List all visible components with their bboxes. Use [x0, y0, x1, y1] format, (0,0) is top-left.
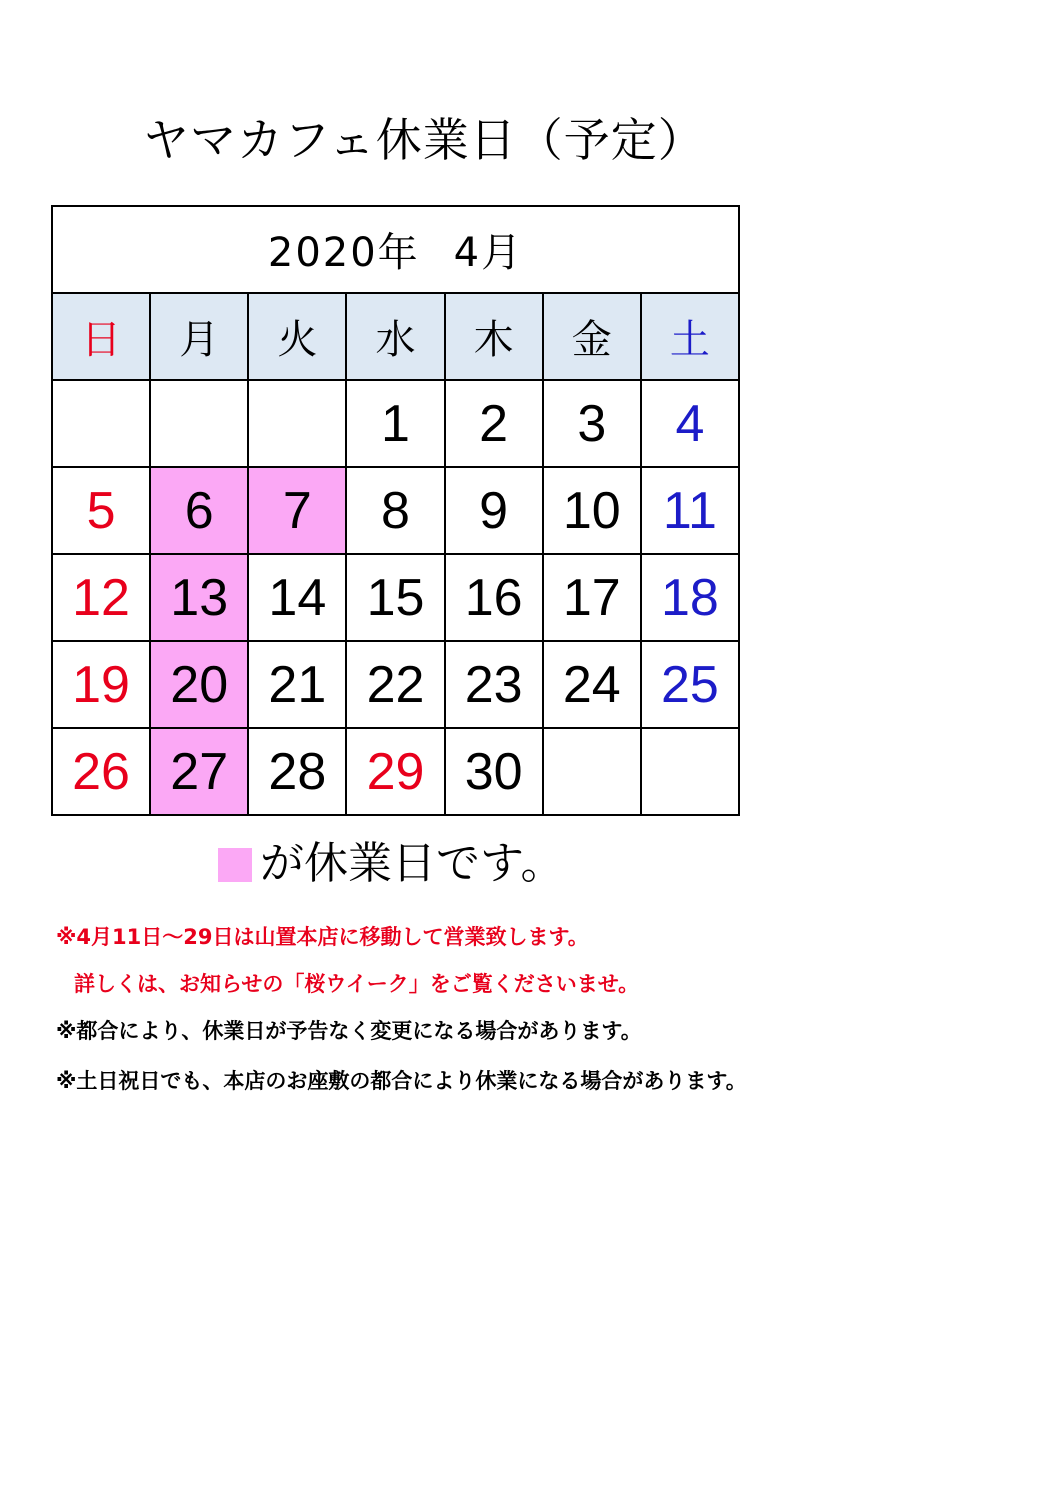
weekday-sunday: 日	[52, 293, 150, 380]
weekday-header-row	[52, 293, 739, 380]
week-row	[52, 380, 739, 467]
day-cell: 3	[543, 380, 641, 467]
note-details: 詳しくは、お知らせの「桜ウイーク」をご覧くださいませ。	[74, 972, 640, 996]
day-cell: 11	[641, 467, 739, 554]
day-cell	[641, 728, 739, 815]
note-weekend-closure: ※土日祝日でも、本店のお座敷の都合により休業になる場合があります。	[56, 1069, 747, 1093]
day-cell: 12	[52, 554, 150, 641]
legend-text: が休業日です。	[260, 838, 565, 889]
page-title: ヤマカフェ休業日（予定）	[143, 113, 705, 167]
month-label: 4月	[453, 230, 524, 276]
day-cell: 19	[52, 641, 150, 728]
closed-day-swatch	[218, 848, 252, 882]
day-cell	[248, 380, 346, 467]
day-cell: 24	[543, 641, 641, 728]
weekday-friday: 金	[543, 293, 641, 380]
weekday-wednesday: 水	[346, 293, 444, 380]
note-schedule-change: ※都合により、休業日が予告なく変更になる場合があります。	[56, 1019, 642, 1043]
week-row	[52, 554, 739, 641]
week-row	[52, 641, 739, 728]
calendar-month-row	[52, 206, 739, 293]
day-cell: 21	[248, 641, 346, 728]
day-cell: 1	[346, 380, 444, 467]
day-cell: 27	[150, 728, 248, 815]
day-cell	[52, 380, 150, 467]
day-cell: 15	[346, 554, 444, 641]
day-cell: 28	[248, 728, 346, 815]
day-cell	[150, 380, 248, 467]
weekday-thursday: 木	[445, 293, 543, 380]
day-cell: 20	[150, 641, 248, 728]
week-row	[52, 728, 739, 815]
day-cell: 16	[445, 554, 543, 641]
day-cell: 14	[248, 554, 346, 641]
note-relocation: ※4月11日～29日は山置本店に移動して営業致します。	[56, 925, 589, 949]
day-cell: 26	[52, 728, 150, 815]
day-cell: 8	[346, 467, 444, 554]
day-cell: 6	[150, 467, 248, 554]
weekday-monday: 月	[150, 293, 248, 380]
calendar-table	[51, 205, 740, 816]
day-cell: 23	[445, 641, 543, 728]
day-cell: 30	[445, 728, 543, 815]
day-cell: 10	[543, 467, 641, 554]
day-cell: 7	[248, 467, 346, 554]
weekday-tuesday: 火	[248, 293, 346, 380]
day-cell: 5	[52, 467, 150, 554]
day-cell: 29	[346, 728, 444, 815]
day-cell: 22	[346, 641, 444, 728]
day-cell: 13	[150, 554, 248, 641]
day-cell: 25	[641, 641, 739, 728]
day-cell: 4	[641, 380, 739, 467]
day-cell: 18	[641, 554, 739, 641]
day-cell: 17	[543, 554, 641, 641]
weekday-saturday: 土	[641, 293, 739, 380]
year-label: 2020年	[267, 230, 420, 276]
day-cell	[543, 728, 641, 815]
day-cell: 2	[445, 380, 543, 467]
day-cell: 9	[445, 467, 543, 554]
week-row	[52, 467, 739, 554]
calendar-month-header	[52, 206, 739, 293]
